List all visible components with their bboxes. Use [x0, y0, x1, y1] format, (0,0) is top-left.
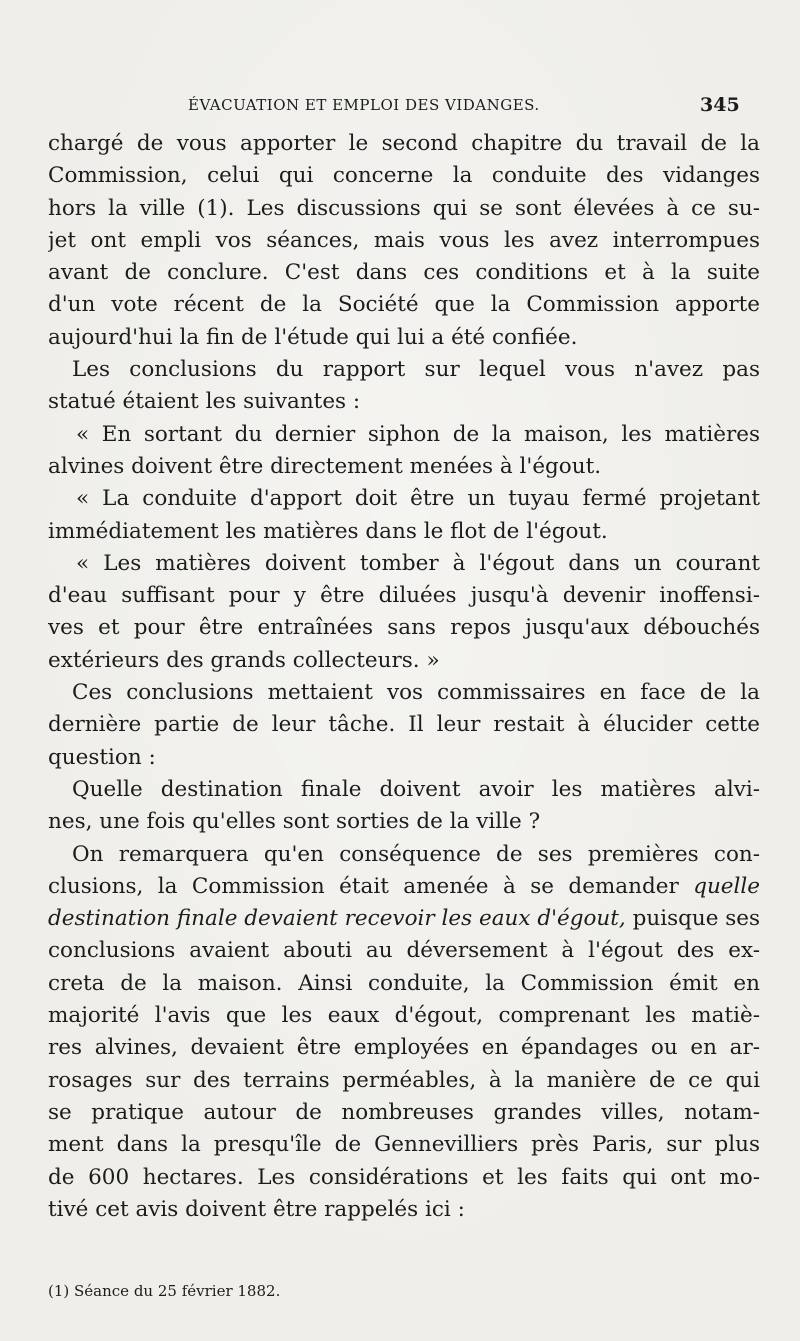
text-line: On remarquera qu'en conséquence de ses premières con-	[72, 841, 760, 867]
text-line: d'un vote récent de la Société que la Commission apporte	[48, 292, 760, 318]
text-line: creta de la maison. Ainsi conduite, la Commission émit en	[48, 970, 760, 996]
text-line: rosages sur des terrains perméables, à la manière de ce qui	[48, 1067, 760, 1093]
text-line	[48, 871, 760, 903]
italic-text: quelle	[693, 873, 760, 899]
text-line: de 600 hectares. Les considérations et les faits qui ont mo-	[48, 1164, 760, 1190]
text-line: question :	[48, 744, 156, 770]
text-line	[48, 903, 760, 935]
footnote: (1) Séance du 25 février 1882.	[48, 1282, 281, 1300]
text-line: « En sortant du dernier siphon de la maison, les matières	[76, 421, 760, 447]
page-number: 345	[700, 94, 740, 116]
text-line: extérieurs des grands collecteurs. »	[48, 647, 440, 673]
text-line: statué étaient les suivantes :	[48, 389, 361, 415]
text-line: tivé cet avis doivent être rappelés ici :	[48, 1196, 465, 1222]
text-line: Ces conclusions mettaient vos commissaires en face de la	[72, 680, 760, 706]
running-title: ÉVACUATION ET EMPLOI DES VIDANGES.	[188, 96, 540, 114]
text-line: Commission, celui qui concerne la conduite des vidanges	[48, 163, 760, 189]
text-line: majorité l'avis que les eaux d'égout, comprenant les matiè-	[48, 1003, 760, 1029]
text-line: immédiatement les matières dans le flot de l'égout.	[48, 518, 608, 544]
text-line: avant de conclure. C'est dans ces conditions et à la suite	[48, 260, 760, 286]
italic-text: destination finale devaient recevoir les eaux d'égout,	[48, 906, 626, 932]
text-line: jet ont empli vos séances, mais vous les avez interrompues	[48, 227, 760, 253]
body-text	[48, 128, 760, 1226]
text-line: Quelle destination finale doivent avoir les matières alvi-	[72, 776, 760, 802]
text-line: « Les matières doivent tomber à l'égout dans un courant	[76, 550, 760, 576]
text-line: conclusions avaient abouti au déversement à l'égout des ex-	[48, 938, 760, 964]
page-header	[0, 96, 800, 120]
text-line: ves et pour être entraînées sans repos jusqu'aux débouchés	[48, 615, 760, 641]
text-line: alvines doivent être directement menées à l'égout.	[48, 453, 602, 479]
text-line: chargé de vous apporter le second chapitre du travail de la	[48, 131, 760, 156]
line-text: clusions, la Commission était amenée à se demander	[48, 873, 694, 899]
line-text: puisque ses	[625, 906, 760, 932]
text-line: se pratique autour de nombreuses grandes villes, notam-	[48, 1099, 760, 1125]
text-line: res alvines, devaient être employées en épandages ou en ar-	[48, 1035, 760, 1061]
text-line: hors la ville (1). Les discussions qui se sont élevées à ce su-	[48, 195, 760, 221]
text-line: « La conduite d'apport doit être un tuyau fermé projetant	[76, 486, 760, 512]
text-line: ment dans la presqu'île de Gennevilliers près Paris, sur plus	[48, 1132, 760, 1158]
text-line: Les conclusions du rapport sur lequel vous n'avez pas	[72, 357, 760, 383]
text-line: aujourd'hui la fin de l'étude qui lui a été confiée.	[48, 324, 578, 350]
text-line: d'eau suffisant pour y être diluées jusqu'à devenir inoffensi-	[48, 583, 760, 609]
text-line: dernière partie de leur tâche. Il leur restait à élucider cette	[48, 712, 760, 738]
text-line: nes, une fois qu'elles sont sorties de la ville ?	[48, 809, 541, 835]
